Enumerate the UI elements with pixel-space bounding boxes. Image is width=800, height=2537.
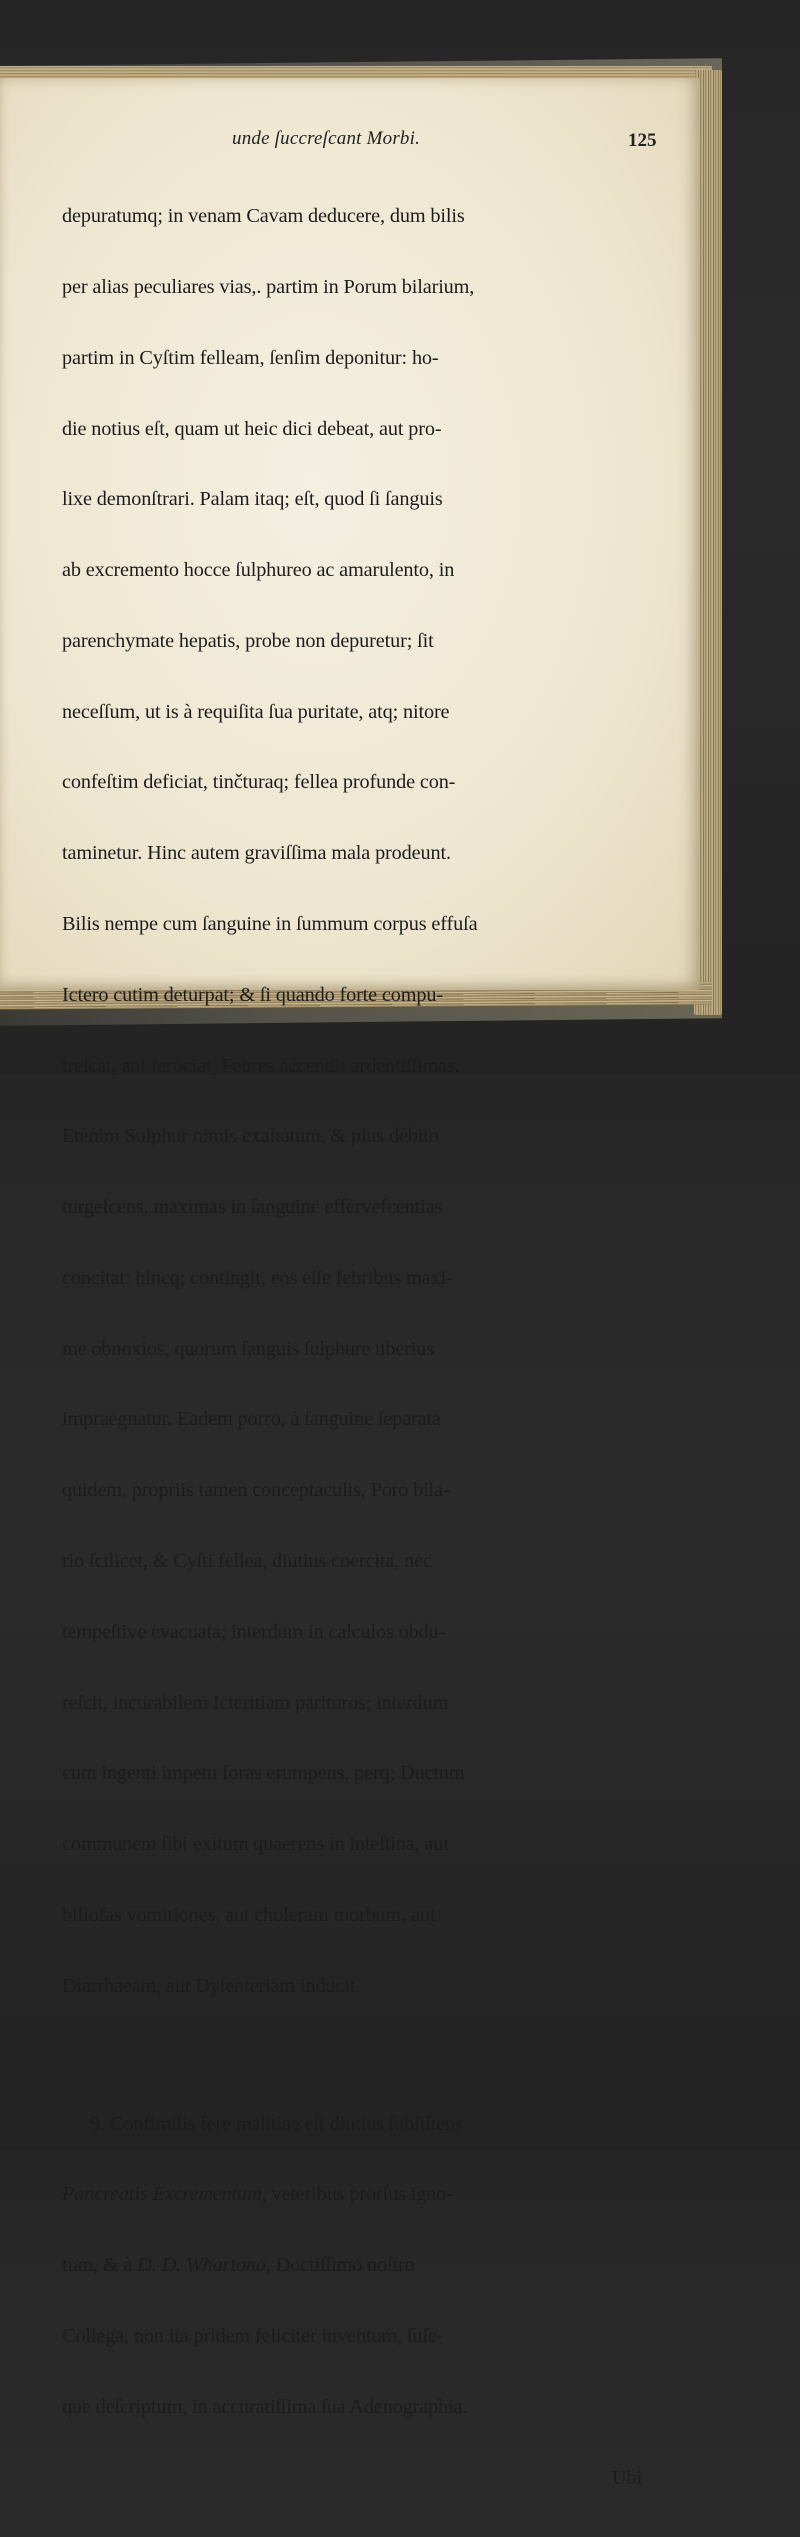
text-line: ab excremento hocce ſulphureo ac amarulento, in [62, 559, 455, 582]
running-title: unde ſuccreſcant Morbi. [232, 128, 421, 149]
paragraph-gap [62, 2046, 662, 2066]
text-line: Etenim Sulphur nimis exaltatum, & plus debito [62, 1125, 439, 1148]
text-line: turgeſcens, maximas in ſanguine effervefcentias [62, 1196, 443, 1219]
text-line: tum, & à D. D. Whartono, Doctiſſimo noſtro [62, 2254, 415, 2277]
paragraph-2-first-line: 9. Confimilis fere malitiae eſt diutius ſubſiſtens [90, 2112, 463, 2135]
text-line: confeſtim deficiat, tinčturaq; fellea profunde con- [62, 771, 456, 794]
text-line: communem ſibi exitum quaerens in inteſtina, aut [62, 1833, 449, 1856]
text-line: taminetur. Hinc autem graviſſima mala prodeunt. [62, 842, 451, 865]
text-line: per alias peculiares vias,. partim in Porum bilarium, [62, 275, 475, 298]
text-line: impraegnatur. Eadem porro, à ſanguine ſeparata [62, 1408, 441, 1431]
text-line: reſcit, incurabilem Icteritiam parituros; interdum [62, 1691, 449, 1714]
catchword: Ubi [612, 2466, 642, 2489]
text-line: cum ingenti impetu foras erumpens, perq; Ductum [62, 1762, 465, 1785]
running-head [0, 124, 700, 154]
page-number: 125 [628, 130, 657, 151]
book-page [0, 78, 700, 2489]
text-line: tempeſtive evacuata; interdum in calculos obdu- [62, 1620, 446, 1643]
text-line: quidem, propriis tamen conceptaculis, Poro bila- [62, 1479, 450, 1502]
text-line: neceſſum, ut is à requiſita ſua puritate, atq; nitore [62, 700, 450, 723]
text-line: que deſcriptum, in accuratiſſima ſua Adenographia. [62, 2395, 468, 2418]
text-line: depuratumq; in venam Cavam deducere, dum bilis [62, 205, 465, 228]
text-line: Collega, non ita pridem feliciter inventum, ſuſe- [62, 2325, 444, 2348]
text-line: Pancreatis Excrementum, veteribus prorſus igno- [62, 2183, 453, 2206]
text-line: me obnoxios, quorum ſanguis ſulphure uberius [62, 1337, 434, 1360]
text-line: treſcat, aut ferociat, Febres accendit ardentiſſimas. [62, 1054, 460, 1077]
text-line: Ictero cutim deturpat; & ſi quando forte compu- [62, 983, 443, 1006]
text-line: parenchymate hepatis, probe non depuretur; ſit [62, 629, 434, 652]
text-line: Diarrhaeam, aut Dyſenteriam inducit. [62, 1974, 361, 1997]
text-line: rio ſcilicet, & Cyſti fellea, diutius coercita, nec [62, 1550, 432, 1573]
text-line: Bilis nempe cum ſanguine in ſummum corpus effuſa [62, 913, 478, 935]
text-line: lixe demonſtrari. Palam itaq; eſt, quod ſi ſanguis [62, 488, 443, 511]
text-line: biliofas vomitiones, aut choleram morbum, aut [62, 1903, 436, 1926]
body-text [62, 158, 662, 2537]
text-line: concitat: hincq; contingit, eos eſſe febribus maxi- [62, 1266, 453, 1289]
text-line: die notius eſt, quam ut heic dici debeat, aut pro- [62, 417, 442, 440]
text-line: partim in Cyſtim felleam, ſenſim deponitur: ho- [62, 346, 439, 369]
